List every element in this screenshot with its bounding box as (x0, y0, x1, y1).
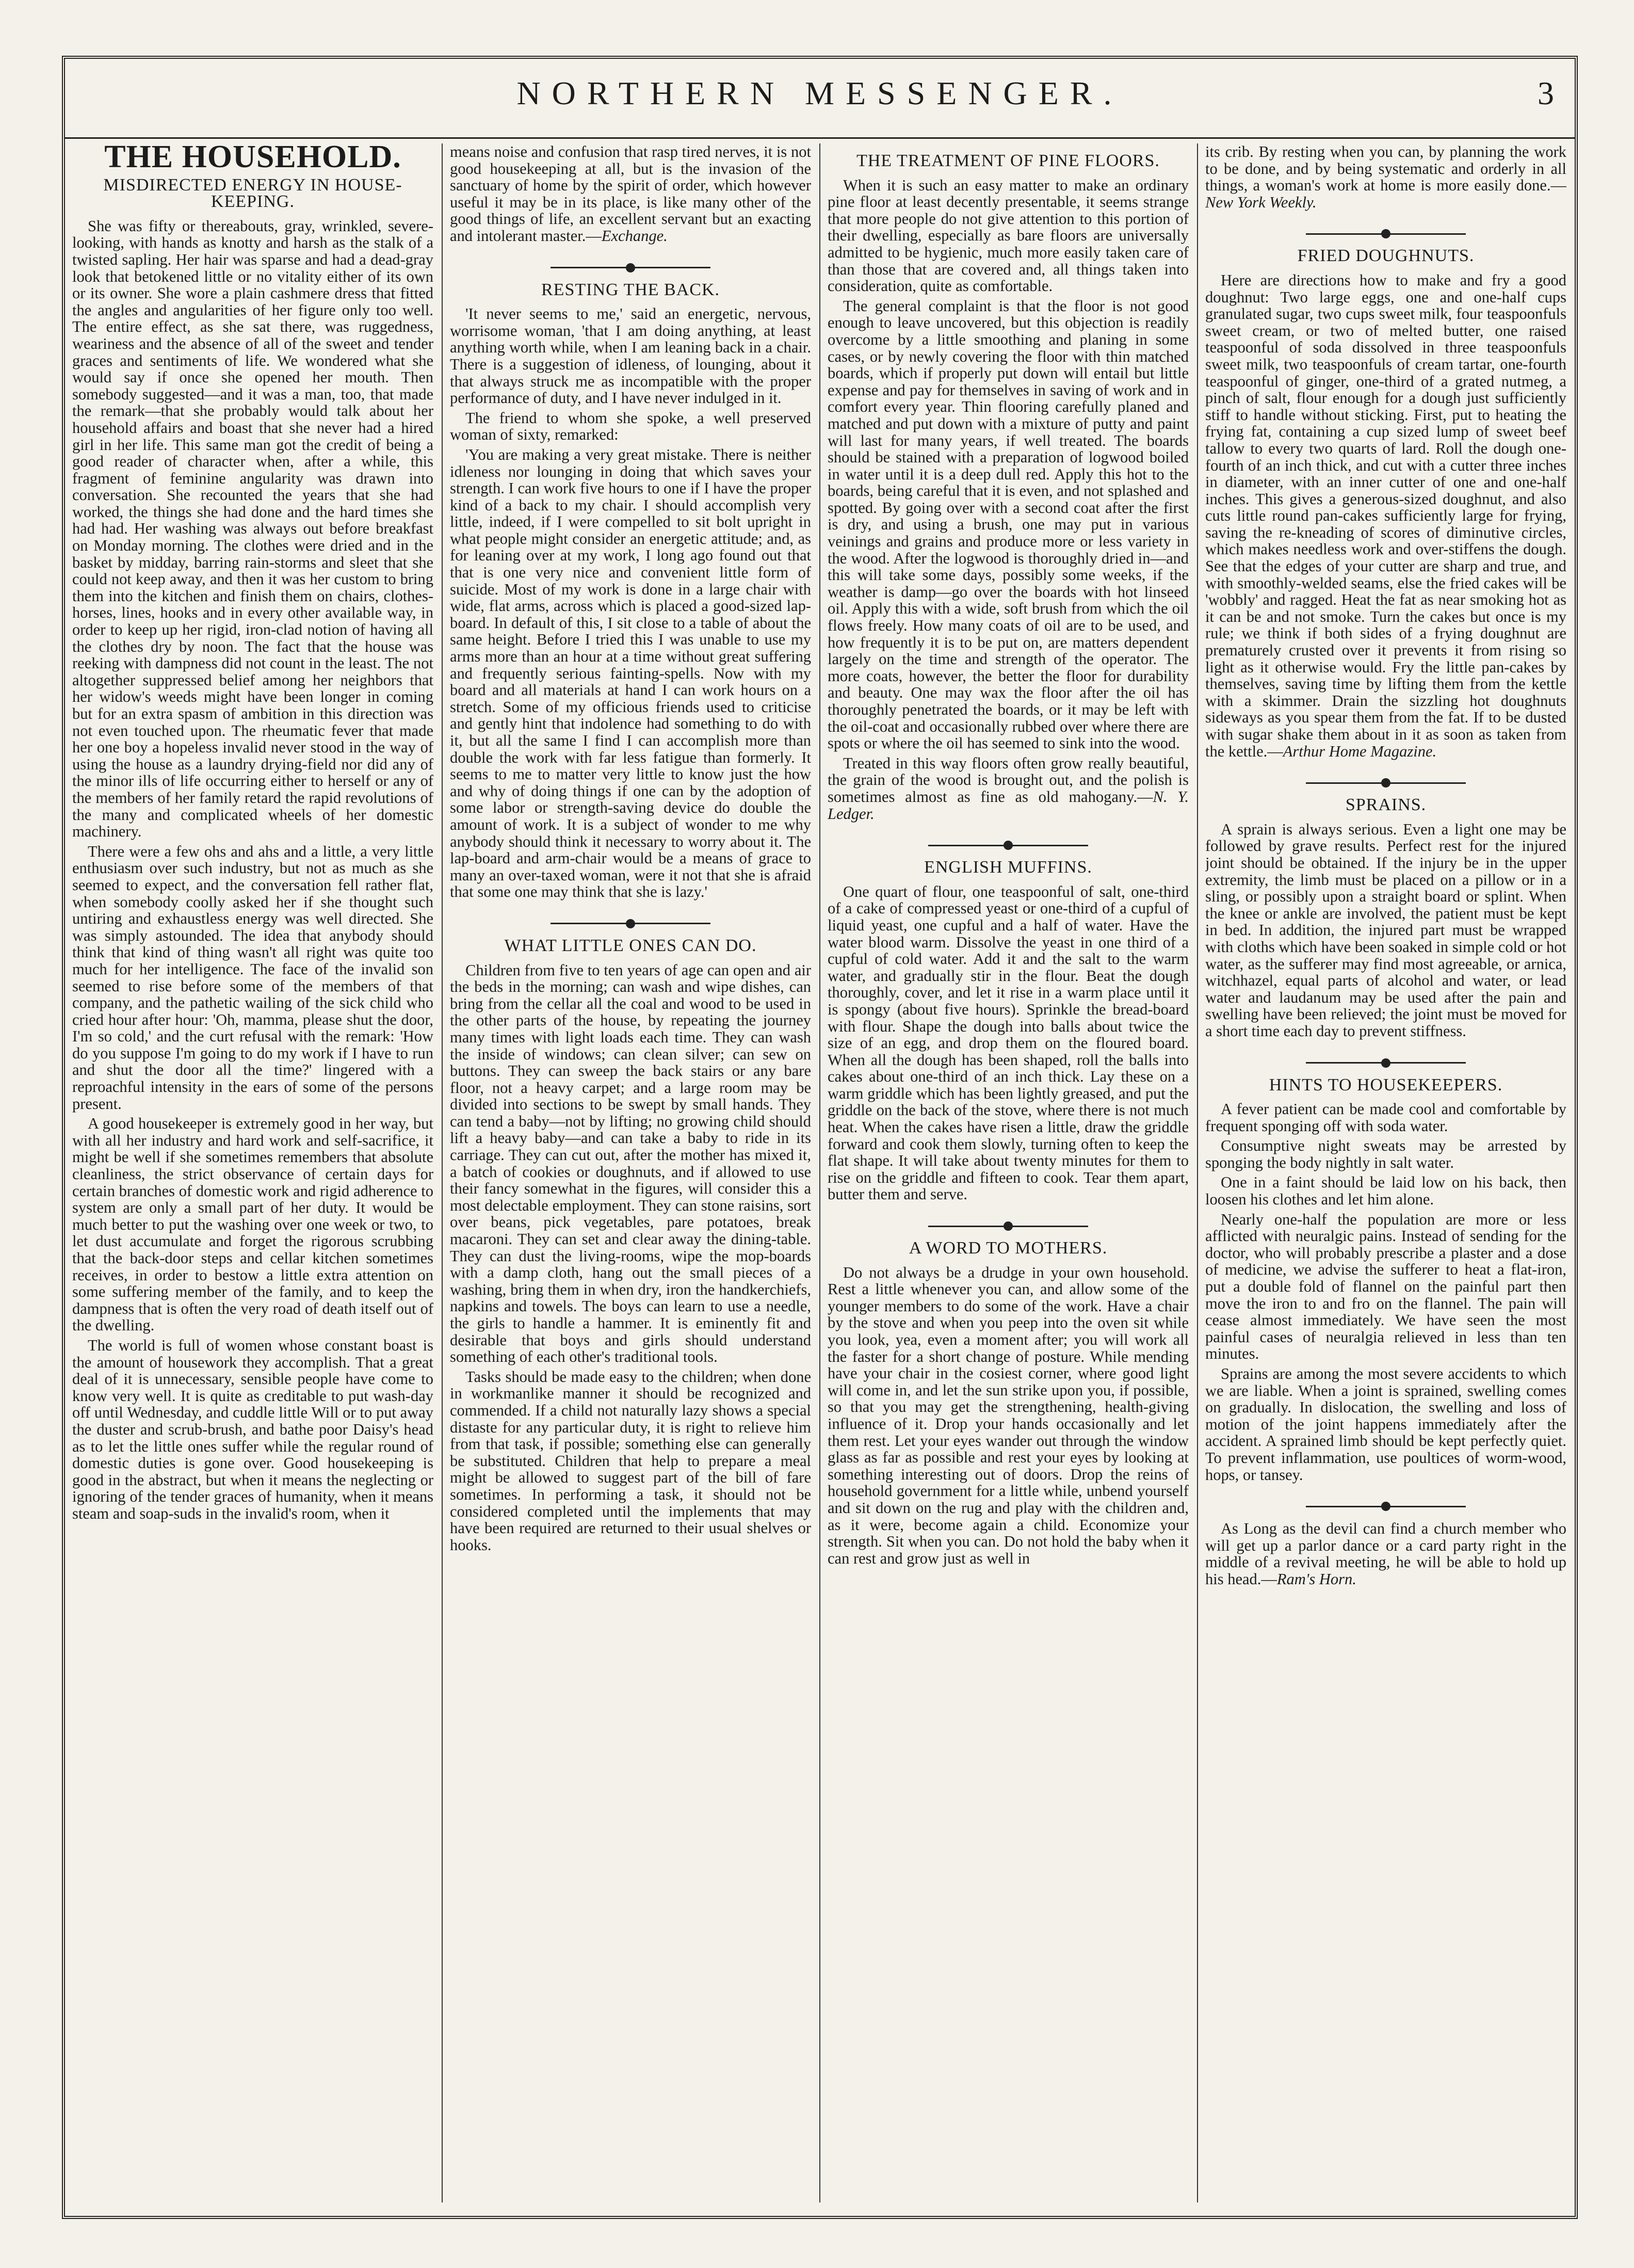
paragraph (828, 755, 1189, 822)
paragraph: Children from five to ten years of age can open and air the beds in the morning; can wash and wipe dishes, can bring from the cellar all the coal and wood to be used in the other parts of the house, by repeating the journey many times with light loads each time. They can wash the inside of windows; can clean silver; can sew on buttons. They can sweep the back stairs or any bare floor, not a heavy carpet; and a large room may be divided into sections to be swept by small hands. They can tend a baby—not by lifting; no growing child should lift a heavy baby—and can take a baby to ride in its carriage. They can cut out, after the mother has mixed it, a batch of cookies or doughnuts, and if allowed to use their fancy somewhat in the figures, will consider this a most delectable employment. They can stone raisins, sort over beans, pick vegetables, pare potatoes, break macaroni. They can set and clear away the dining-table. They can dust the living-rooms, wipe the mop-boards with a damp cloth, hang out the small pieces of a washing, bring them in when dry, iron the handkerchiefs, napkins and towels. The boys can learn to use a needle, the girls to handle a hammer. It is eminently fit and desirable that boys and girls should understand something of each other's traditional tools. (450, 961, 811, 1366)
paragraph-text: Treated in this way floors often grow really beautiful, the grain of the wood is brought out, and the polish is sometimes almost as fine as old mahogany.— (828, 754, 1189, 806)
paragraph: 'You are making a very great mistake. There is neither idleness nor lounging in doing that which saves your strength. I can work five hours to one if I have the proper kind of a back to my chair. I should accomplish very little, indeed, if I were compelled to sit bolt upright in what people might consider an energetic attitude; and, as for leaning over at my work, I long ago found out that that is one very nice and convenient little form of suicide. Most of my work is done in a large chair with wide, flat arms, across which is placed a good-sized lap-board. In default of this, I sit close to a table of about the same height. Before I tried this I was unable to use my arms more than an hour at a time without great suffering and frequently serious fainting-spells. Now with my board and all materials at hand I can work hours on a stretch. Some of my officious friends used to criticise and gently hint that indolence had something to do with it, but all the same I find I can accomplish more than double the work with far less fatigue than formerly. It seems to me to matter very little to know just the how and why of doing things if one can by the adoption of some labor or strength-saving device do double the amount of work. It is a subject of wonder to me why anybody should think it necessary to worry about it. The lap-board and arm-chair would be a means of grace to many an over-taxed woman, were it not that she is afraid that some one may think that she is lazy.' (450, 445, 811, 901)
paragraph: Tasks should be made easy to the children; when done in workmanlike manner it should be recognized and commended. If a child not naturally lazy shows a special distaste for any particular duty, it is right to relieve him from that task, if possible; something else can generally be substituted. Children that help to prepare a meal might be allowed to suggest part of the bill of fare sometimes. In performing a task, it should not be considered completed until the implements that may have been required are returned to their usual shelves or hooks. (450, 1368, 811, 1554)
article-title: A WORD TO MOTHERS. (909, 1238, 1108, 1258)
columns (72, 143, 1568, 2208)
department-heading: THE HOUSEHOLD. (104, 143, 401, 174)
source-credit: Exchange. (601, 227, 668, 245)
column-4 (1205, 143, 1566, 2208)
source-credit: Ram's Horn. (1276, 1570, 1356, 1588)
article-title: HINTS TO HOUSEKEEPERS. (1269, 1075, 1503, 1095)
paragraph: The world is full of women whose constant boast is the amount of housework they accomplish. That a great deal of it is unnecessary, sensible people have come to know very well. It is quite as creditable to put wash-day off until Wednesday, and cuddle little Will or to put away the duster and scrub-brush, and bathe poor Daisy's head as to let the little ones suffer while the regular round of domestic duties is gone over. Good housekeeping is good in the abstract, but when it means the neglecting or ignoring of the tender graces of humanity, when it means steam and soap-suds in the invalid's room, when it (72, 1336, 433, 1522)
source-credit: N. Y. Ledger. (828, 787, 1189, 823)
source-credit: New York Weekly. (1205, 193, 1317, 211)
paragraph: She was fifty or thereabouts, gray, wrinkled, severe-looking, with hands as knotty and harsh as the stalk of a twisted sapling. Her hair was sparse and had a dead-gray look that betokened little or no vitality either of its own or its owner. She wore a plain cashmere dress that fitted the angles and angularities of her figure only too well. The entire effect, as she sat there, was ruggedness, weariness and the absence of all of the sweet and tender graces and sentiments of life. We wondered what she would say if once she opened her mouth. Then somebody suggested—and it was a man, too, that made the remark—that she probably would talk about her household affairs and boast that she never had a hired girl in her life. This same man got the credit of being a good reader of character when, after a while, this fragment of feminine angularity was drawn into conversation. She recounted the years that she had worked, the things she had done and the hard times she had had. Her washing was always out before breakfast on Monday morning. The clothes were dried and in the basket by midday, barring rain-storms and sleet that she could not keep away, and then it was her custom to bring them into the kitchen and finish them on chairs, clothes-horses, lines, hooks and in every other available way, in order to keep up her rigid, iron-clad notion of having all the clothes dry by noon. The fact that the house was reeking with dampness did not count in the least. The not altogether suppressed belief among her neighbors that her widow's weeds might have been longer in coming but for an extra spasm of ambition in this direction was not even touched upon. The rheumatic fever that made her one boy a hopeless invalid never stood in the way of using the house as a laundry drying-field nor did any of the minor ills of life occurring either to herself or any of the members of her family retard the rapid revolutions of the many and complicated wheels of her domestic machinery. (72, 217, 433, 841)
section-divider (828, 835, 1189, 845)
paragraph: A good housekeeper is extremely good in her way, but with all her industry and hard work and self-sacrifice, it might be well if she sometimes remembers that absolute cleanliness, the strict observance of certain days for certain branches of domestic work and rigid adherence to system are only a small part of her duty. It would be much better to put the washing over one week or two, to let dust accumulate and forget the rigorous scrubbing that the back-door steps and cellar kitchen sometimes receives, in order to bestow a little extra attention on some suffering member of the family, and to keep the dampness that is often the very road of death itself out of the dwelling. (72, 1115, 433, 1334)
paragraph: There were a few ohs and ahs and a little, a very little enthusiasm over such industry, but not as much as she seemed to expect, and the conversation fell rather flat, when somebody coolly asked her if she thought such untiring and exhaustless energy was well directed. She was simply astounded. The idea that anybody should think that kind of thing wasn't all right was quite too much for her intelligence. The face of the invalid son seemed to rise before some of the members of that company, and the pathetic wailing of the sick child who cried hour after hour: 'Oh, mamma, please shut the door, I'm so cold,' and the curt refusal with the remark: 'How do you suppose I'm going to do my work if I have to run and shut the door all the time?' lingered with a reproachful intensity in the ears of some of the persons present. (72, 842, 433, 1113)
column-rule (1197, 143, 1198, 2202)
article-title: SPRAINS. (1345, 795, 1427, 815)
paragraph-text: As Long as the devil can find a church member who will get up a parlor dance or a card party right in the middle of a revival meeting, he will be able to hold up his head.— (1205, 1520, 1566, 1588)
section-divider (1205, 1497, 1566, 1506)
paragraph (450, 143, 811, 245)
masthead: NORTHERN MESSENGER. (516, 75, 1123, 111)
paragraph: The general complaint is that the floor is not good enough to leave uncovered, but this objection is readily overcome by a little smoothing and planing in some cases, or by newly covering the floor with thin matched boards, which if properly put down will entail but little expense and pay for themselves in saving of work and in comfort every year. Thin flooring carefully planed and matched and put down with a mixture of putty and paint will last for many years, if well treated. The boards should be stained with a preparation of logwood boiled in water until it is a deep dull red. Apply this hot to the boards, being careful that it is even, and not splashed and spotted. By going over with a second coat after the first is dry, and using a brush, one may put in various veinings and grains and produce more or less variety in the wood. After the logwood is thoroughly dried in—and this will take some days, possibly some weeks, if the weather is damp—go over the boards with hot linseed oil. Apply this with a wide, soft brush from which the oil flows freely. How many coats of oil are to be used, and how frequently it is to be put on, are matters dependent largely on the time and strength of the operator. The more coats, however, the better the floor for durability and beauty. One may wax the floor after the oil has thoroughly penetrated the boards, or it may be left with the oil-coat and occasionally rubbed over where there are spots or where the oil has seemed to sink into the wood. (828, 297, 1189, 752)
paragraph: 'It never seems to me,' said an energetic, nervous, worrisome woman, 'that I am doing anything, at least anything worth while, when I am leaning back in a chair. There is a suggestion of idleness, of lounging, about it that always struck me as incompatible with the proper performance of duty, and I have never indulged in it. (450, 305, 811, 407)
column-3 (828, 143, 1189, 2208)
column-rule (442, 143, 443, 2202)
article-title: WHAT LITTLE ONES CAN DO. (504, 936, 757, 955)
article-title: ENGLISH MUFFINS. (924, 858, 1092, 877)
paragraph: Nearly one-half the population are more or less afflicted with neuralgic pains. Instead of sending for the doctor, who will probably prescribe a plaster and a dose of medicine, we advise the sufferer to heat a flat-iron, put a double fold of flannel on the painful part then move the iron to and fro on the flannel. The pain will cease almost immediately. We have seen the most painful cases of neuralgia relieved in less than ten minutes. (1205, 1210, 1566, 1363)
paragraph (1205, 143, 1566, 211)
article-title: MISDIRECTED ENERGY IN HOUSE-KEEPING. (103, 175, 402, 212)
paragraph: A fever patient can be made cool and comfortable by frequent sponging off with soda water. (1205, 1100, 1566, 1135)
continued-text: means noise and confusion that rasp tired nerves, it is not good housekeeping at all, but is the invasion of the sanctuary of home by the spirit of order, which however useful it may be in its place, is like many other of the good things of life, an excellent servant but an exacting and intolerant master.— (450, 143, 811, 245)
section-divider (1205, 1053, 1566, 1063)
source-credit: Arthur Home Magazine. (1283, 742, 1437, 760)
paragraph (1205, 1520, 1566, 1587)
paragraph (1205, 272, 1566, 760)
paragraph: The friend to whom she spoke, a well preserved woman of sixty, remarked: (450, 409, 811, 444)
paragraph-text: Here are directions how to make and fry a good doughnut: Two large eggs, one and one-half cups granulated sugar, two cups sweet milk, four teaspoonfuls sweet cream, or two of melted butter, one raised teaspoonful of soda dissolved in three teaspoonfuls sweet milk, two teaspoonfuls of cream tartar, one-fourth teaspoonful of ginger, one-third of a grated nutmeg, a pinch of salt, flour enough for a dough just sufficiently stiff to handle without sticking. First, put to heating the frying fat, containing a cup sized lump of sweet beef tallow to every two quarts of lard. Roll the dough one-fourth of an inch thick, and cut with a cutter three inches in diameter, with an inner cutter of one and one-half inches. This gives a generous-sized doughnut, and also cuts little round pan-cakes sufficiently large for frying, saving the re-kneading of scores of diminutive circles, which makes needless work and over-stiffens the dough. See that the edges of your cutter are sharp and true, and with smoothly-welded seams, else the fried cakes will be 'wobbly' and ragged. Heat the fat as near smoking hot as it can be and not smoke. Turn the cakes but once is my rule; we think if both sides of a frying doughnut are prematurely crusted over it prevents it from rising so light as it otherwise would. Fry the little pan-cakes by themselves, saving time by lifting them from the kettle with a skimmer. Drain the sizzling hot doughnuts sideways as you spear them from the fat. If to be dusted with sugar shake them about in it as soon as taken from the kettle.— (1205, 271, 1566, 760)
section-divider (1205, 224, 1566, 233)
paragraph: Consumptive night sweats may be arrested by sponging the body nightly in salt water. (1205, 1137, 1566, 1171)
section-divider (450, 914, 811, 923)
article-title: RESTING THE BACK. (541, 280, 720, 299)
article-title: FRIED DOUGHNUTS. (1297, 246, 1475, 266)
column-2 (450, 143, 811, 2208)
page-number: 3 (1538, 75, 1554, 111)
article-title: THE TREATMENT OF PINE FLOORS. (856, 151, 1160, 170)
column-rule (819, 143, 820, 2202)
paragraph: Do not always be a drudge in your own household. Rest a little whenever you can, and allow some of the younger members to do some of the work. Have a chair by the stove and when you peep into the oven sit while you look, yea, even a moment after; you will work all the faster for a short change of posture. While mending have your chair in the cosiest corner, where good light will come in, and let the sun strike upon you, if possible, so that you may get the strengthening, health-giving influence of it. Drop your hands occasionally and let them rest. Let your eyes wander out through the window glass as far as possible and rest your eyes by looking at something interesting out of doors. Drop the reins of household government for a little while, unbend yourself and sit down on the rug and play with the children and, as it were, become again a child. Economize your strength. Sit when you can. Do not hold the baby when it can rest and grow just as well in (828, 1263, 1189, 1567)
paragraph: A sprain is always serious. Even a light one may be followed by grave results. Perfect rest for the injured joint should be obtained. If the injury be in the upper extremity, the limb must be placed on a pillow or in a sling, or possibly upon a straight board or splint. When the knee or ankle are involved, the patient must be kept in bed. In addition, the injured part must be wrapped with cloths which have been soaked in simple cold or hot water, as the sufferer may find most agreeable, or arnica, witchhazel, equal parts of alcohol and water, or lead water and laudanum may be used after the pain and swelling have been relieved; the joint must be moved for a short time each day to prevent stiffness. (1205, 820, 1566, 1040)
section-divider (1205, 773, 1566, 782)
continued-text: its crib. By resting when you can, by planning the work to be done, and by being systematic and orderly in all things, a woman's work at home is more easily done.— (1205, 143, 1566, 195)
column-1 (72, 143, 433, 2208)
section-divider (450, 258, 811, 267)
paragraph: One in a faint should be laid low on his back, then loosen his clothes and let him alone. (1205, 1173, 1566, 1209)
paragraph: One quart of flour, one teaspoonful of salt, one-third of a cake of compressed yeast or one-third of a cupful of liquid yeast, one cupful and a half of water. Have the water blood warm. Dissolve the yeast in one third of a cupful of cold water. Add it and the salt to the warm water, and gradually stir in the flour. Beat the dough thoroughly, cover, and let it rise in a warm place until it is spongy (about five hours). Sprinkle the bread-board with flour. Shape the dough into balls about twice the size of an egg, and drop them on the floured board. When all the dough has been shaped, roll the balls into cakes about one-third of an inch thick. Lay these on a warm griddle which has been lightly greased, and put the griddle on the back of the stove, where there is not much heat. When the cakes have risen a little, draw the griddle forward and cook them slowly, turning often to keep the flat shape. It will take about twenty minutes for them to rise on the griddle and fifteen to cook. Tear them apart, butter them and serve. (828, 882, 1189, 1203)
page-header (65, 59, 1575, 139)
paragraph: When it is such an easy matter to make an ordinary pine floor at least decently presentable, it seems strange that more people do not give attention to this portion of their dwelling, especially as bare floors are universally admitted to be hygienic, much more easily taken care of than those that are covered and, all things taken into consideration, quite as comfortable. (828, 176, 1189, 295)
paragraph: Sprains are among the most severe accidents to which we are liable. When a joint is sprained, swelling comes on gradually. In dislocation, the swelling and loss of motion of the joint happens immediately after the accident. A sprained limb should be kept perfectly quiet. To prevent inflammation, use poultices of worm-wood, hops, or tansey. (1205, 1365, 1566, 1484)
section-divider (828, 1216, 1189, 1226)
